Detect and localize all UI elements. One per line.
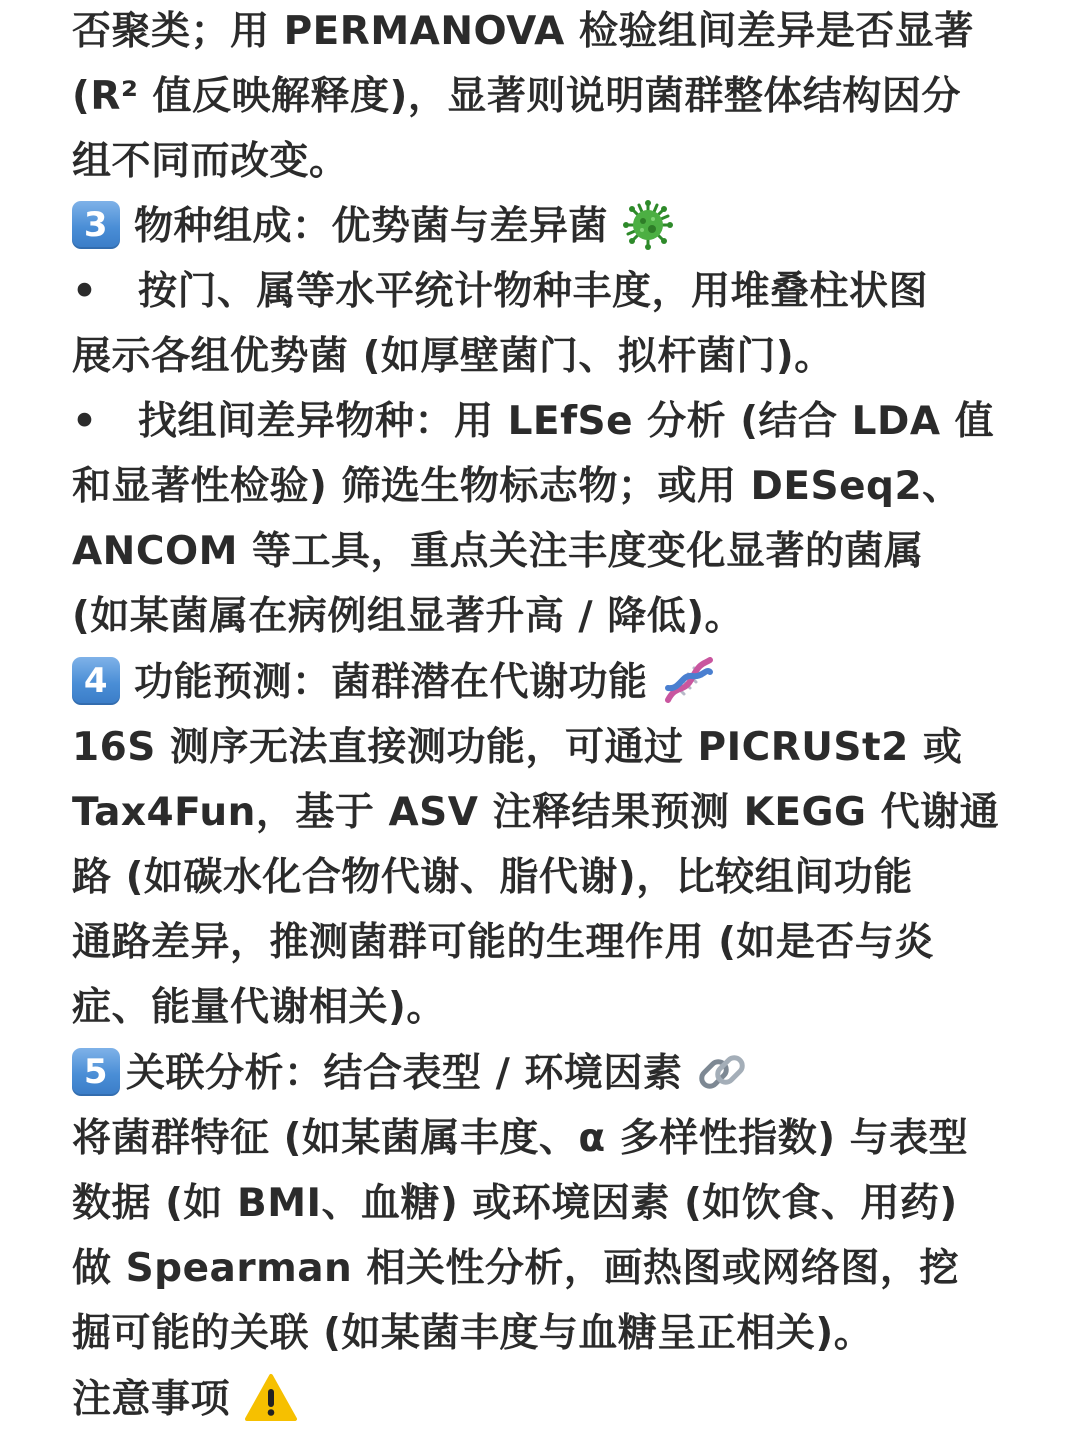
- text-line: [72, 718, 962, 778]
- text-line: [72, 67, 961, 127]
- bullet-marker: •: [72, 269, 98, 314]
- text-line: [72, 1174, 958, 1234]
- bullet-item: [72, 262, 928, 322]
- text-line: [72, 1109, 968, 1169]
- text-line: [72, 978, 446, 1038]
- text-line: [72, 2, 974, 62]
- line-text: 路 (如碳水化合物代谢、脂代谢)，比较组间功能: [72, 855, 913, 900]
- line-text: 数据 (如 BMI、血糖) 或环境因素 (如饮食、用药): [72, 1181, 958, 1226]
- heading-text: 功能预测：菌群潜在代谢功能: [134, 660, 648, 705]
- text-line: [72, 1239, 959, 1299]
- number-5-badge: 5: [72, 1048, 120, 1096]
- line-text: (R² 值反映解释度)，显著则说明菌群整体结构因分: [72, 74, 961, 119]
- section-heading-function: [72, 653, 716, 713]
- text-line: [72, 522, 924, 582]
- heading-text: 物种组成：优势菌与差异菌: [134, 204, 609, 249]
- section-heading-species: [72, 197, 674, 257]
- microbe-icon: [622, 199, 674, 251]
- line-text: 和显著性检验) 筛选生物标志物；或用 DESeq2、: [72, 464, 962, 509]
- line-text: 否聚类；用 PERMANOVA 检验组间差异是否显著: [72, 9, 974, 54]
- line-text: (如某菌属在病例组显著升高 / 降低)。: [72, 594, 745, 639]
- line-text: 将菌群特征 (如某菌属丰度、α 多样性指数) 与表型: [72, 1116, 969, 1161]
- line-text: Tax4Fun，基于 ASV 注释结果预测 KEGG 代谢通: [72, 790, 1000, 835]
- line-text: ANCOM 等工具，重点关注丰度变化显著的菌属: [72, 529, 924, 574]
- text-line: [72, 587, 744, 647]
- heading-text: 关联分析：结合表型 / 环境因素: [126, 1051, 683, 1096]
- heading-text: 注意事项: [72, 1377, 231, 1422]
- section-heading-correlation: [72, 1044, 748, 1104]
- text-line: [72, 1304, 873, 1364]
- text-line: [72, 327, 834, 387]
- number-3-badge: 3: [72, 201, 120, 249]
- line-text: 按门、属等水平统计物种丰度，用堆叠柱状图: [138, 269, 929, 314]
- line-text: 展示各组优势菌 (如厚壁菌门、拟杆菌门)。: [72, 334, 834, 379]
- line-text: 做 Spearman 相关性分析，画热图或网络图，挖: [72, 1246, 959, 1291]
- text-line: [72, 913, 934, 973]
- text-line: [72, 848, 913, 908]
- text-line: [72, 783, 999, 843]
- number-4-badge: 4: [72, 657, 120, 705]
- line-text: 通路差异，推测菌群可能的生理作用 (如是否与炎: [72, 920, 934, 965]
- warning-icon: [244, 1373, 298, 1423]
- text-line: [72, 457, 962, 517]
- line-text: 症、能量代谢相关)。: [72, 985, 446, 1030]
- line-text: 找组间差异物种：用 LEfSe 分析 (结合 LDA 值: [138, 399, 995, 444]
- line-text: 16S 测序无法直接测功能，可通过 PICRUSt2 或: [72, 725, 963, 770]
- link-icon: [696, 1046, 748, 1098]
- text-line: [72, 132, 349, 192]
- bullet-item: [72, 392, 994, 452]
- line-text: 掘可能的关联 (如某菌丰度与血糖呈正相关)。: [72, 1311, 874, 1356]
- notes-heading: [72, 1370, 298, 1430]
- dna-icon: [662, 654, 716, 708]
- line-text: 组不同而改变。: [72, 139, 349, 184]
- bullet-marker: •: [72, 399, 98, 444]
